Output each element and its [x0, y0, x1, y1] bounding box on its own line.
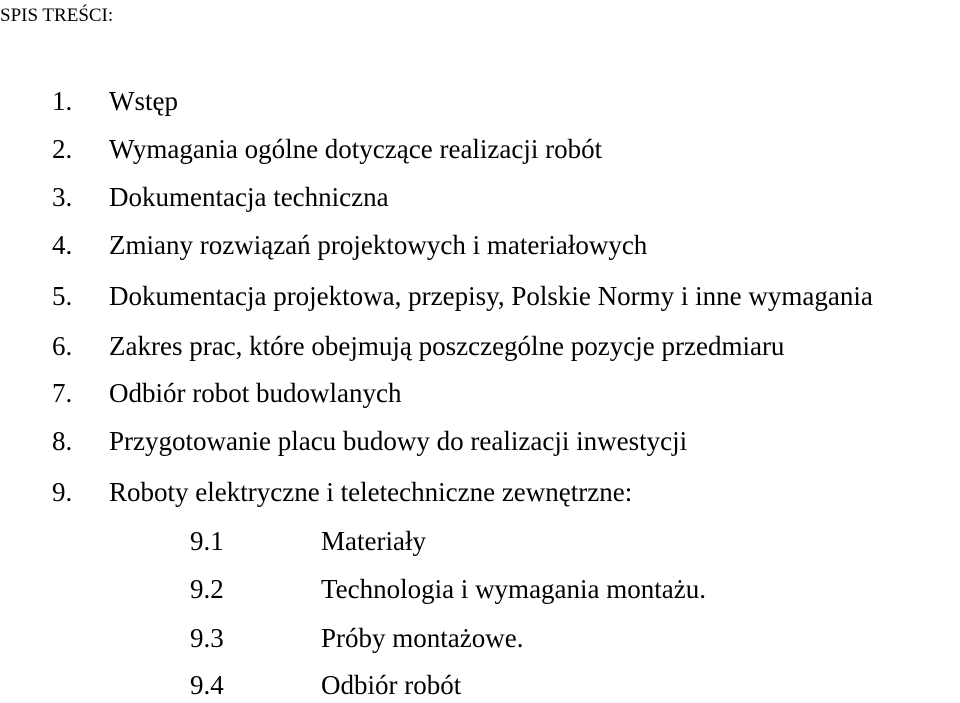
toc-subitem: [0, 571, 960, 607]
toc-item-number: 7.: [52, 378, 73, 408]
toc-item-title: Przygotowanie placu budowy do realizacji inwestycji: [109, 426, 688, 456]
toc-item-number: 3.: [52, 182, 73, 212]
toc-item-title: Dokumentacja projektowa, przepisy, Polskie Normy i inne wymagania: [109, 281, 873, 311]
toc-subitem-number: 9.2: [190, 574, 224, 604]
toc-subitem-title: Próby montażowe.: [321, 623, 524, 653]
toc-item-title: Dokumentacja techniczna: [109, 182, 389, 212]
toc-subitem: [0, 523, 960, 559]
toc-item: [0, 227, 960, 263]
toc-item: [0, 328, 960, 364]
toc-item-number: 6.: [52, 331, 73, 361]
toc-item-title: Zmiany rozwiązań projektowych i materiałowych: [109, 230, 648, 260]
toc-item-number: 1.: [52, 86, 73, 116]
toc-item-number: 4.: [52, 230, 73, 260]
toc-item-title: Roboty elektryczne i teletechniczne zewnętrzne:: [109, 477, 633, 507]
toc-item: [0, 83, 960, 119]
toc-item-title: Wstęp: [109, 86, 178, 116]
toc-subitem-number: 9.1: [190, 526, 224, 556]
toc-item: [0, 423, 960, 459]
toc-subitem: [0, 620, 960, 656]
toc-item: [0, 375, 960, 411]
toc-item-number: 8.: [52, 426, 73, 456]
toc-item-title: Zakres prac, które obejmują poszczególne pozycje przedmiaru: [109, 331, 785, 361]
toc-item-title: Wymagania ogólne dotyczące realizacji robót: [109, 134, 603, 164]
toc-item: [0, 179, 960, 215]
toc-heading: SPIS TREŚCI:: [0, 5, 114, 26]
toc-item-title: Odbiór robot budowlanych: [109, 378, 402, 408]
toc-subitem-title: Technologia i wymagania montażu.: [321, 574, 706, 604]
toc-item-number: 5.: [52, 281, 73, 311]
toc-item: [0, 278, 960, 314]
toc-item: [0, 131, 960, 167]
toc-subitem-title: Odbiór robót: [321, 670, 462, 700]
toc-subitem-title: Materiały: [321, 526, 426, 556]
toc-subitem-number: 9.4: [190, 670, 224, 700]
toc-item-number: 9.: [52, 477, 73, 507]
toc-subitem-number: 9.3: [190, 623, 224, 653]
toc-item: [0, 474, 960, 510]
toc-item-number: 2.: [52, 134, 73, 164]
